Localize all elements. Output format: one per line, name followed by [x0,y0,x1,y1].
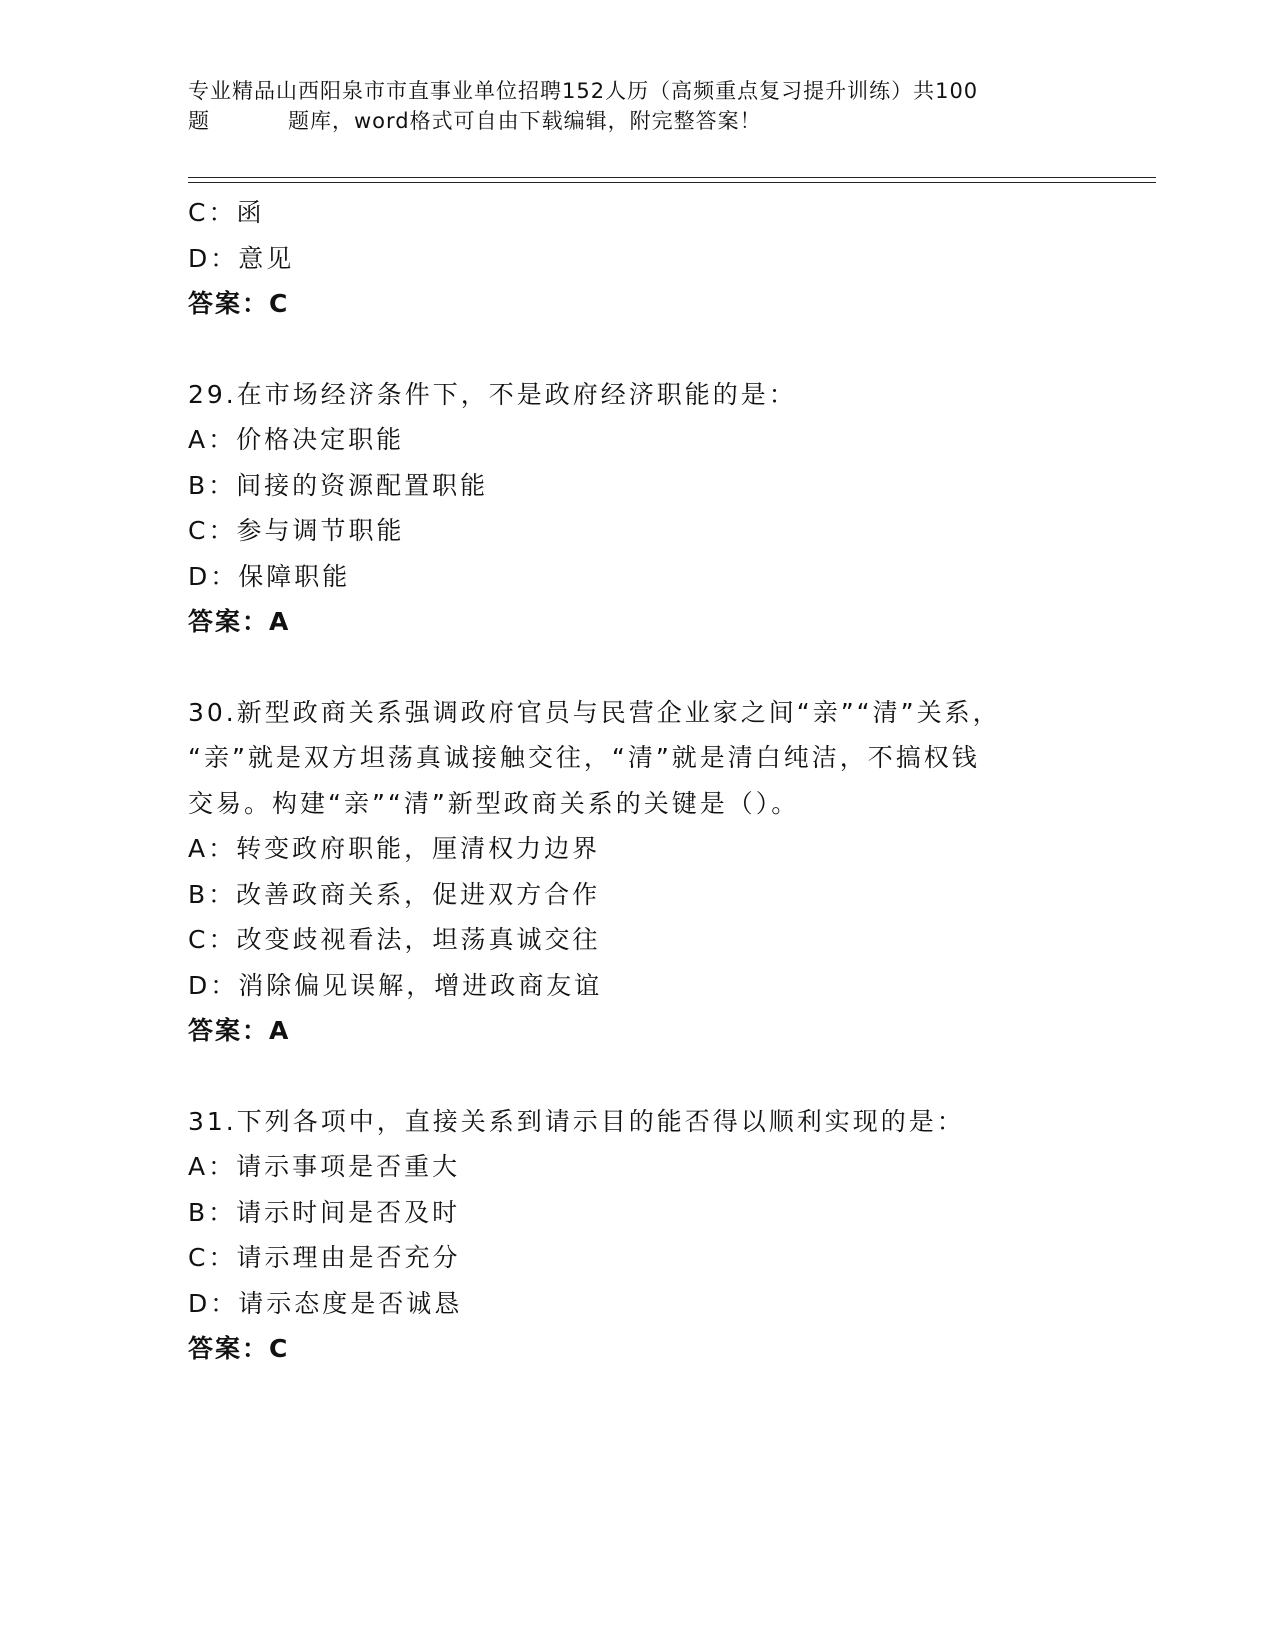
option-d: D：保障职能 [188,561,351,591]
option-d: D：请示态度是否诚恳 [188,1288,463,1318]
question-stem: 29.在市场经济条件下，不是政府经济职能的是： [188,379,797,409]
option-b: B：改善政商关系，促进双方合作 [188,879,601,909]
question-list [188,190,1088,1372]
question-30 [188,690,1088,1054]
option-b: B：请示时间是否及时 [188,1197,461,1227]
option-c: C：请示理由是否充分 [188,1243,461,1272]
option-a: A：转变政府职能，厘清权力边界 [188,834,601,863]
option-c: C：参与调节职能 [188,516,405,545]
question-stem: 31.下列各项中，直接关系到请示目的能否得以顺利实现的是： [188,1106,965,1136]
option-d: D：消除偏见误解，增进政商友谊 [188,970,603,1000]
question-29 [188,372,1088,645]
answer-line: 答案：A [188,607,291,636]
header-title-line2 [188,106,1088,136]
option-b: B：间接的资源配置职能 [188,470,489,500]
option-a: A：价格决定职能 [188,425,405,454]
page-header [188,76,1088,136]
answer-line: 答案：A [188,1016,291,1045]
question-stem-line-2: “亲”就是双方坦荡真诚接触交往，“清”就是清白纯洁，不搞权钱 [188,743,980,772]
question-stem-line-3: 交易。构建“亲”“清”新型政商关系的关键是（）。 [188,788,800,818]
header-title-line2-left: 题 [188,109,210,133]
question-31 [188,1099,1088,1372]
header-divider-bottom [188,182,1156,183]
option-c: C：改变歧视看法，坦荡真诚交往 [188,925,601,954]
question-stem-line-1: 30.新型政商关系强调政府官员与民营企业家之间“亲”“清”关系， [188,697,1001,727]
header-title-line2-right: 题库，word格式可自由下载编辑，附完整答案！ [288,109,762,133]
question-continued [188,190,1088,327]
header-title-line1: 专业精品山西阳泉市市直事业单位招聘152人历（高频重点复习提升训练）共100 [188,79,979,103]
option-c: C：函 [188,198,265,227]
option-a: A：请示事项是否重大 [188,1152,461,1181]
answer-line: 答案：C [188,289,290,318]
header-divider-top [188,177,1156,178]
option-d: D：意见 [188,243,295,273]
answer-line: 答案：C [188,1334,290,1363]
